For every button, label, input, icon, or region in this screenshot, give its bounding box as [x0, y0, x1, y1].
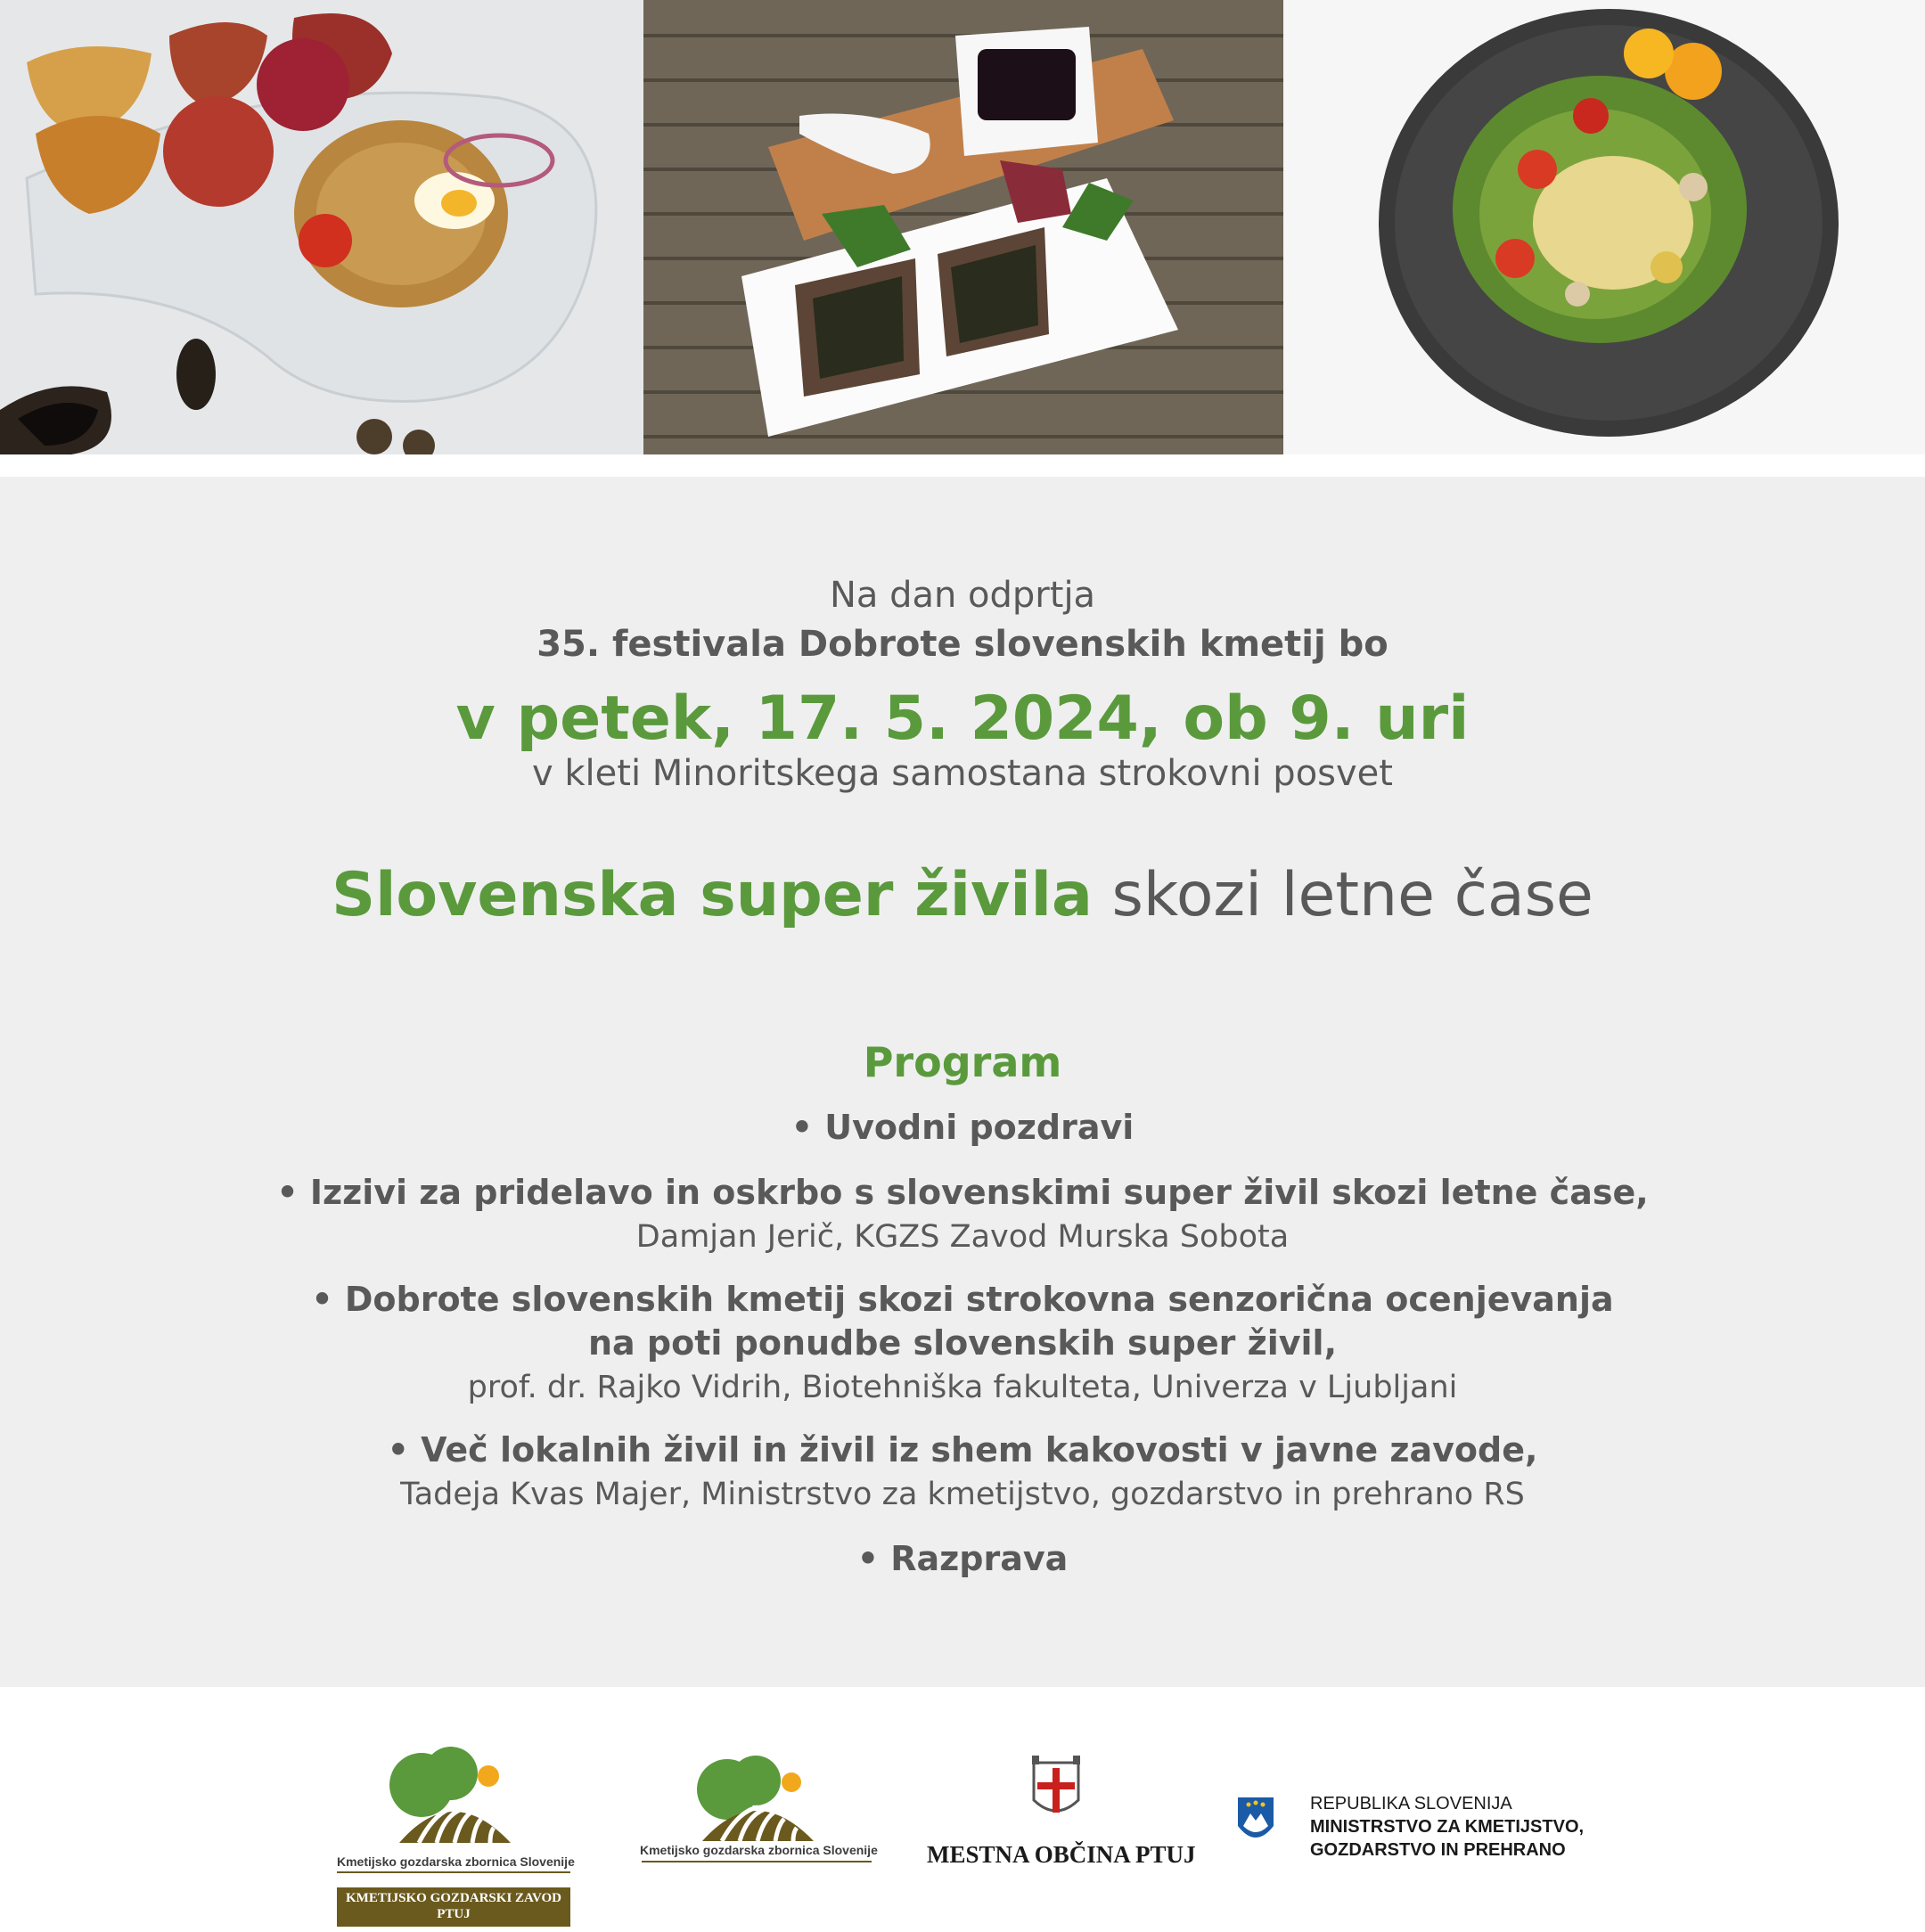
- program-item-sensory: • Dobrote slovenskih kmetij skozi strokovna senzorična ocenjevanja: [311, 1280, 1614, 1319]
- kgz-ptuj-band-line-1: KMETIJSKO GOZDARSKI ZAVOD: [346, 1891, 561, 1905]
- kgzs-caption: Kmetijsko gozdarska zbornica Slovenije: [640, 1843, 878, 1857]
- program-item-discussion: • Razprava: [856, 1539, 1069, 1578]
- kgz-ptuj-band: [337, 1887, 570, 1927]
- program-heading: Program: [863, 1038, 1062, 1086]
- intro-line: Na dan odprtja: [829, 575, 1096, 616]
- kgz-ptuj-emblem-icon: [337, 1727, 570, 1861]
- event-title: [0, 860, 1925, 930]
- event-date: v petek, 17. 5. 2024, ob 9. uri: [455, 684, 1470, 754]
- festival-line: 35. festivala Dobrote slovenskih kmetij bo: [537, 624, 1388, 665]
- kgz-ptuj-band-line-2: PTUJ: [437, 1907, 471, 1921]
- ptuj-caption: MESTNA OBČINA PTUJ: [927, 1841, 1196, 1868]
- program-item-sensory-line-2: na poti ponudbe slovenskih super živil,: [587, 1323, 1338, 1363]
- invitation-panel: [0, 477, 1925, 1687]
- ptuj-coat-of-arms-icon: [927, 1754, 1185, 1825]
- slovenia-coat-of-arms-icon: [1234, 1794, 1277, 1849]
- program-speaker-kvas-majer: Tadeja Kvas Majer, Ministrstvo za kmetijstvo, gozdarstvo in prehrano RS: [400, 1477, 1525, 1512]
- ministry-line-2: MINISTRSTVO ZA KMETIJSTVO,: [1310, 1817, 1585, 1837]
- program-item-challenges: • Izzivi za pridelavo in oskrbo s slovenskimi super živil skozi letne čase,: [276, 1173, 1649, 1212]
- kgzs-logo: [640, 1754, 878, 1870]
- event-location: v kleti Minoritskega samostana strokovni posvet: [532, 753, 1393, 794]
- program-item-local-food: • Več lokalnih živil in živil iz shem kakovosti v javne zavode,: [387, 1430, 1538, 1469]
- food-photo-toast-on-wooden-deck: [643, 0, 1283, 454]
- kgz-ptuj-logo: [337, 1727, 575, 1932]
- program-speaker-vidrih: prof. dr. Rajko Vidrih, Biotehniška fakulteta, Univerza v Ljubljani: [467, 1370, 1458, 1405]
- program-speaker-jeric: Damjan Jerič, KGZS Zavod Murska Sobota: [635, 1219, 1290, 1255]
- program-item-welcome: • Uvodni pozdravi: [790, 1108, 1135, 1147]
- ministry-line-3: GOZDARSTVO IN PREHRANO: [1310, 1840, 1566, 1860]
- food-photo-salad-glass-plate: [0, 0, 643, 454]
- kgzs-emblem-icon: [640, 1754, 873, 1843]
- food-photo-salad-slate-plate: [1283, 0, 1925, 454]
- kgz-ptuj-caption: Kmetijsko gozdarska zbornica Slovenije: [337, 1854, 575, 1869]
- event-title-rest: skozi letne čase: [1092, 860, 1593, 930]
- event-title-highlight: Slovenska super živila: [332, 860, 1093, 930]
- ptuj-municipality-logo: [927, 1754, 1196, 1879]
- header-photo-strip: [0, 0, 1925, 454]
- ministry-line-1: REPUBLIKA SLOVENIJA: [1310, 1794, 1512, 1813]
- ministry-logo: [1234, 1794, 1591, 1883]
- footer-logos: [0, 1687, 1925, 1925]
